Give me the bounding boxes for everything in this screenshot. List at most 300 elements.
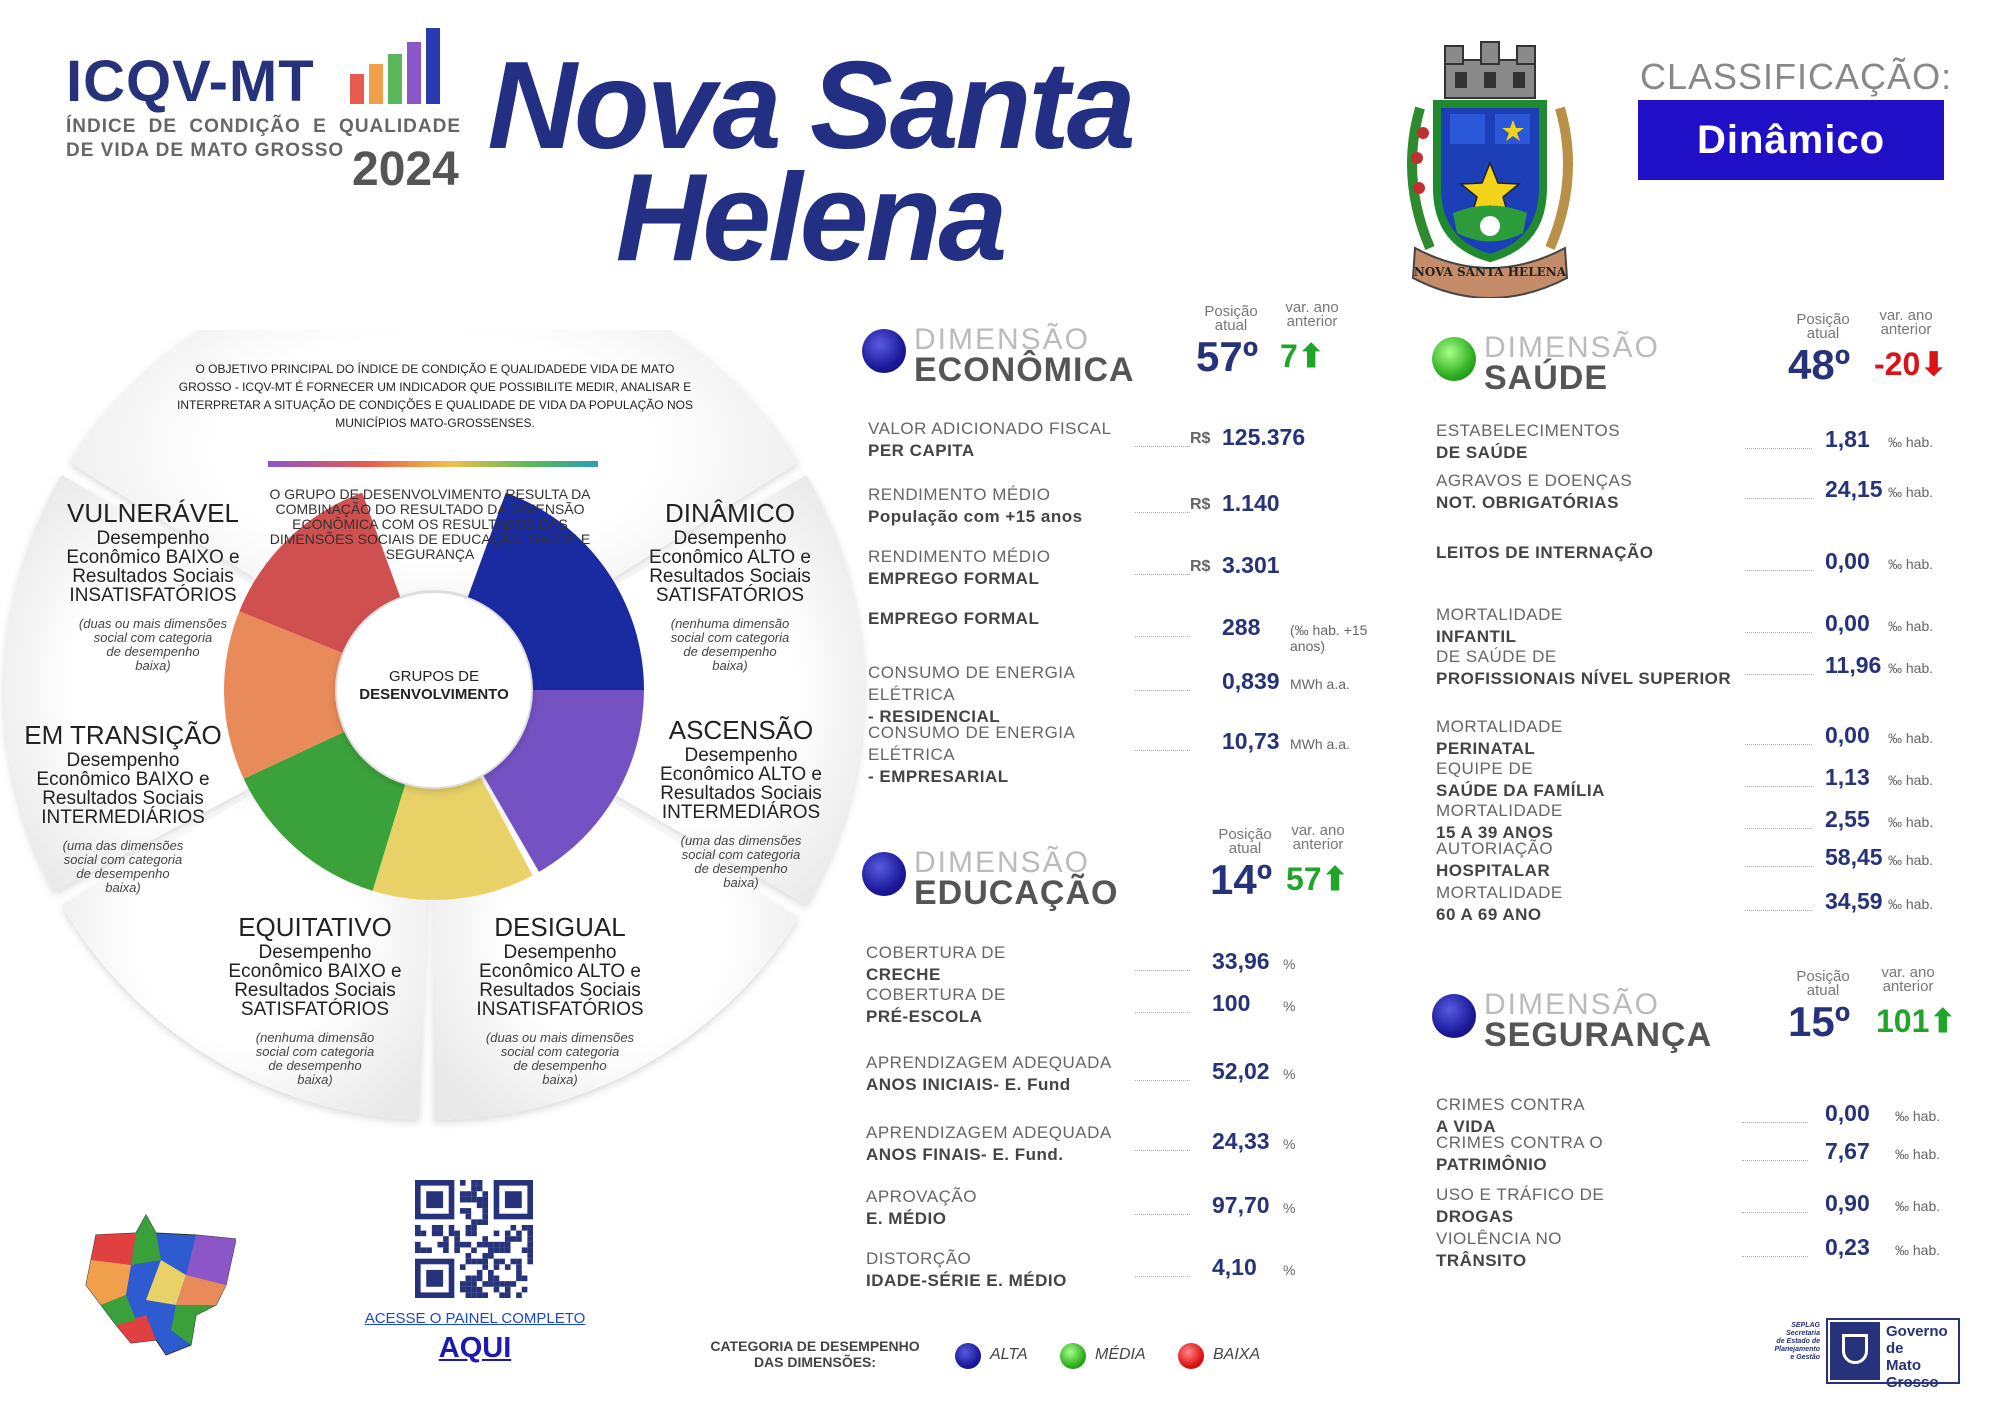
- group-desc-1: Desempenho: [684, 745, 798, 766]
- economica-indicator-label-4: [868, 662, 1148, 728]
- economica-indicator-unit-4: MWh a.a.: [1290, 676, 1350, 692]
- legend-label-media: MÉDIA: [1095, 1346, 1146, 1363]
- label-bold: LEITOS DE INTERNAÇÃO: [1436, 543, 1654, 562]
- group-desc-3: Resultados Sociais: [479, 980, 641, 1001]
- saude-indicator-value-6: 1,13: [1825, 764, 1870, 790]
- label-light: VIOLÊNCIA NO: [1436, 1229, 1562, 1248]
- saude-variation-label: [1856, 309, 1956, 337]
- educacao-indicator-unit-4: %: [1283, 1200, 1296, 1216]
- crest-text: NOVA SANTA HELENA: [1413, 265, 1567, 279]
- label-bold: ANOS FINAIS- E. Fund.: [866, 1145, 1064, 1164]
- label-light: MORTALIDADE: [1436, 717, 1563, 736]
- label-light: DE SAÚDE DE: [1436, 647, 1557, 666]
- variation-label-line1: var. ano: [1285, 299, 1339, 316]
- label-bold: - RESIDENCIAL: [868, 707, 1001, 726]
- seguranca-indicator-value-2: 0,90: [1825, 1190, 1870, 1216]
- group-title: DESIGUAL: [494, 912, 626, 942]
- economica-indicator-value-3: 288: [1222, 614, 1261, 640]
- seplag-line4: Planejamento: [1774, 1346, 1820, 1353]
- saude-indicator-leader-9: [1745, 910, 1812, 911]
- position-label-line1: Posição: [1796, 311, 1850, 328]
- label-bold: PER CAPITA: [868, 441, 975, 460]
- group-note-1: (uma das dimensões: [680, 833, 802, 848]
- group-em-transicao: [18, 720, 228, 895]
- saude-indicator-label-4: [1436, 646, 1766, 690]
- label-light: RENDIMENTO MÉDIO: [868, 547, 1051, 566]
- variation-label-line1: var. ano: [1879, 307, 1933, 324]
- group-desc-2: Econômico ALTO e: [649, 547, 811, 568]
- position-label-line2: atual: [1806, 982, 1840, 999]
- seguranca-category-dot: [1432, 994, 1476, 1038]
- educacao-indicator-unit-0: %: [1283, 956, 1296, 972]
- educacao-dimension-name: EDUCAÇÃO: [914, 874, 1119, 912]
- educacao-indicator-value-3: 24,33: [1212, 1128, 1270, 1154]
- economica-indicator-leader-0: [1135, 446, 1190, 447]
- educacao-indicator-leader-5: [1135, 1276, 1190, 1277]
- label-bold: ANOS INICIAIS- E. Fund: [866, 1075, 1071, 1094]
- label-bold: DROGAS: [1436, 1207, 1514, 1226]
- seguranca-indicator-unit-2: ‰ hab.: [1895, 1198, 1941, 1214]
- group-note-4: baixa): [297, 1072, 333, 1087]
- label-light: USO E TRÁFICO DE: [1436, 1185, 1605, 1204]
- seguranca-indicator-leader-0: [1742, 1122, 1808, 1123]
- group-desc-2: Econômico ALTO e: [660, 764, 822, 785]
- position-label-line2: atual: [1214, 317, 1248, 334]
- economica-indicator-label-2: [868, 546, 1148, 590]
- qr-code-icon[interactable]: [415, 1180, 533, 1298]
- group-desc-4: INTERMEDIÁRIOS: [41, 807, 205, 828]
- city-name: [470, 37, 1150, 287]
- group-desc-4: SATISFATÓRIOS: [240, 999, 390, 1020]
- educacao-position-value: 14º: [1210, 856, 1273, 903]
- seguranca-variation-label: [1858, 966, 1958, 994]
- saude-dimension-name: SAÚDE: [1484, 359, 1609, 397]
- saude-indicator-label-5: [1436, 716, 1766, 760]
- educacao-category-dot: [862, 852, 906, 896]
- educacao-variation-label: [1268, 824, 1368, 852]
- economica-currency-0: R$: [1190, 430, 1211, 447]
- economica-dimension-name: ECONÔMICA: [914, 351, 1135, 389]
- label-bold: NOT. OBRIGATÓRIAS: [1436, 493, 1619, 512]
- variation-label-line1: var. ano: [1881, 964, 1935, 981]
- label-light: AUTORIAÇÃO: [1436, 839, 1554, 858]
- legend-dot-media: [1060, 1343, 1086, 1369]
- group-desc-4: SATISFATÓRIOS: [655, 585, 805, 606]
- arrow-down-icon: ⬇: [1920, 346, 1948, 382]
- seguranca-indicator-value-1: 7,67: [1825, 1138, 1870, 1164]
- saude-indicator-value-0: 1,81: [1825, 426, 1870, 452]
- group-note-2: social com categoria: [63, 852, 183, 867]
- educacao-indicator-unit-3: %: [1283, 1136, 1296, 1152]
- label-bold: INFANTIL: [1436, 627, 1517, 646]
- variation-label-line2: anterior: [1882, 978, 1934, 995]
- seguranca-indicator-label-3: [1436, 1228, 1736, 1272]
- saude-indicator-value-9: 34,59: [1825, 888, 1883, 914]
- label-bold: A VIDA: [1436, 1117, 1496, 1136]
- educacao-indicator-label-0: [866, 942, 1146, 986]
- group-desc-4: INTERMEDIÁROS: [661, 802, 821, 823]
- saude-indicator-value-1: 24,15: [1825, 476, 1883, 502]
- saude-indicator-value-7: 2,55: [1825, 806, 1870, 832]
- saude-position-value: 48º: [1788, 341, 1851, 388]
- variation-number: 57: [1286, 861, 1322, 897]
- variation-number: -20: [1874, 346, 1921, 382]
- saude-indicator-label-8: [1436, 838, 1766, 882]
- group-desc-2: Econômico BAIXO e: [228, 961, 402, 982]
- economica-category-dot: [862, 329, 906, 373]
- educacao-indicator-label-3: [866, 1122, 1146, 1166]
- group-note-3: de desempenho: [268, 1058, 362, 1073]
- saude-indicator-leader-8: [1745, 866, 1812, 867]
- economica-indicator-leader-2: [1135, 574, 1190, 575]
- label-bold: PERINATAL: [1436, 739, 1536, 758]
- group-title: VULNERÁVEL: [67, 498, 239, 528]
- label-bold: PATRIMÔNIO: [1436, 1155, 1548, 1174]
- seguranca-indicator-leader-2: [1742, 1212, 1808, 1213]
- saude-indicator-value-4: 11,96: [1825, 652, 1882, 678]
- label-bold: SAÚDE DA FAMÍLIA: [1436, 781, 1605, 800]
- saude-indicator-label-0: [1436, 420, 1766, 464]
- educacao-indicator-leader-3: [1135, 1150, 1190, 1151]
- group-desc-2: Econômico BAIXO e: [36, 769, 210, 790]
- panel-link[interactable]: ACESSE O PAINEL COMPLETO: [364, 1310, 586, 1327]
- variation-label-line1: var. ano: [1291, 822, 1345, 839]
- legend-label-alta: ALTA: [990, 1346, 1028, 1363]
- group-note-3: de desempenho: [76, 866, 170, 881]
- saude-indicator-label-9: [1436, 882, 1766, 926]
- label-bold: 15 A 39 ANOS: [1436, 823, 1554, 842]
- educacao-indicator-leader-1: [1135, 1012, 1190, 1013]
- label-light: COBERTURA DE: [866, 943, 1006, 962]
- saude-position-label: [1778, 313, 1868, 341]
- economica-indicator-leader-5: [1135, 750, 1190, 751]
- saude-variation-value: [1874, 345, 1947, 383]
- seplag-line2: Secretaria: [1786, 1330, 1820, 1337]
- saude-indicator-value-2: 0,00: [1825, 548, 1870, 574]
- economica-indicator-value-1: 1.140: [1222, 490, 1280, 516]
- seplag-line5: e Gestão: [1790, 1354, 1820, 1361]
- educacao-indicator-leader-0: [1135, 970, 1190, 971]
- seplag-line3: de Estado de: [1776, 1338, 1820, 1345]
- arrow-up-icon: ⬆: [1297, 338, 1325, 374]
- legend-title-line1: CATEGORIA DE DESEMPENHO: [710, 1338, 920, 1354]
- arrow-up-icon: ⬆: [1929, 1003, 1957, 1039]
- economica-currency-2: R$: [1190, 558, 1211, 575]
- index-objective-text: O OBJETIVO PRINCIPAL DO ÍNDICE DE CONDIÇÃO E QUALIDADEDE VIDA DE MATO GROSSO - ICQV-MT É FORNECER UM INDICADOR QUE POSSIBILITE MEDIR, ANALISAR E INTERPRETAR A SITUAÇÃO DE CONDIÇÕES E QUALIDADE DE VIDA DA POPULAÇÃO NOS MUNICÍPIOS MATO-GROSSENSES.: [177, 362, 693, 430]
- saude-indicator-leader-5: [1745, 744, 1812, 745]
- educacao-indicator-value-1: 100: [1212, 990, 1251, 1016]
- economica-variation-value: [1280, 337, 1325, 375]
- city-crest-icon: [1395, 38, 1585, 298]
- educacao-indicator-leader-4: [1135, 1214, 1190, 1215]
- seguranca-indicator-unit-3: ‰ hab.: [1895, 1242, 1941, 1258]
- arrow-up-icon: ⬆: [1321, 861, 1349, 897]
- group-description-text: O GRUPO DE DESENVOLVIMENTO RESULTA DA COMBINAÇÃO DO RESULTADO DA DIMENSÃO ECONÔMICA COM OS RESULTADOS DAS DIMENSÕES SOCIAIS DE EDUCAÇÃO, SAÚDE E SEGURANÇA: [269, 486, 591, 562]
- position-label-line1: Posição: [1218, 826, 1272, 843]
- brand-year: 2024: [352, 143, 459, 196]
- group-dinamico: [625, 498, 835, 673]
- label-light: COBERTURA DE: [866, 985, 1006, 1004]
- saude-indicator-unit-2: ‰ hab.: [1888, 556, 1934, 572]
- group-note-3: de desempenho: [694, 861, 788, 876]
- economica-variation-label: [1262, 301, 1362, 329]
- group-desc-1: Desempenho: [503, 942, 617, 963]
- seguranca-indicator-value-0: 0,00: [1825, 1100, 1870, 1126]
- economica-indicator-leader-1: [1135, 512, 1190, 513]
- seguranca-position-label: [1778, 970, 1868, 998]
- label-light: MORTALIDADE: [1436, 801, 1563, 820]
- saude-indicator-unit-7: ‰ hab.: [1888, 814, 1934, 830]
- group-desc-3: Resultados Sociais: [72, 566, 234, 587]
- label-light: MORTALIDADE: [1436, 605, 1563, 624]
- group-ascensao: [636, 715, 846, 890]
- seguranca-dimension-name: SEGURANÇA: [1484, 1016, 1713, 1054]
- saude-indicator-value-5: 0,00: [1825, 722, 1870, 748]
- label-bold: HOSPITALAR: [1436, 861, 1551, 880]
- label-light: APRENDIZAGEM ADEQUADA: [866, 1053, 1112, 1072]
- group-note-3: de desempenho: [106, 644, 200, 659]
- educacao-indicator-label-5: [866, 1248, 1146, 1292]
- seguranca-indicator-label-1: [1436, 1132, 1736, 1176]
- saude-dimension-label: DIMENSÃO: [1484, 331, 1661, 364]
- seguranca-indicator-leader-3: [1742, 1256, 1808, 1257]
- gov-line2: Mato: [1886, 1357, 1921, 1374]
- group-desc-3: Resultados Sociais: [42, 788, 204, 809]
- label-bold: - EMPRESARIAL: [868, 767, 1009, 786]
- seplag-line1: SEPLAG: [1791, 1322, 1820, 1329]
- economica-indicator-leader-4: [1135, 690, 1190, 691]
- seguranca-dimension-label: DIMENSÃO: [1484, 988, 1661, 1021]
- economica-indicator-unit-5: MWh a.a.: [1290, 736, 1350, 752]
- group-desc-3: Resultados Sociais: [649, 566, 811, 587]
- label-bold: População com +15 anos: [868, 507, 1083, 526]
- label-light: RENDIMENTO MÉDIO: [868, 485, 1051, 504]
- saude-indicator-unit-9: ‰ hab.: [1888, 896, 1934, 912]
- saude-category-dot: [1432, 337, 1476, 381]
- variation-label-line2: anterior: [1880, 321, 1932, 338]
- wheel-center-line1: GRUPOS DE: [388, 668, 479, 685]
- educacao-variation-value: [1286, 860, 1348, 898]
- saude-indicator-unit-1: ‰ hab.: [1888, 484, 1934, 500]
- seguranca-variation-value: [1876, 1002, 1956, 1040]
- saude-indicator-label-6: [1436, 758, 1766, 802]
- group-note-4: baixa): [723, 875, 759, 890]
- wheel-center-line2: DESENVOLVIMENTO: [359, 686, 509, 703]
- educacao-indicator-label-1: [866, 984, 1146, 1028]
- group-note-3: de desempenho: [513, 1058, 607, 1073]
- economica-indicator-leader-3: [1135, 636, 1190, 637]
- seguranca-indicator-unit-1: ‰ hab.: [1895, 1146, 1941, 1162]
- group-title: ASCENSÃO: [668, 715, 814, 745]
- gov-line1: Governo de: [1886, 1323, 1948, 1357]
- wheel-center-label: [336, 668, 532, 704]
- saude-indicator-unit-4: ‰ hab.: [1888, 660, 1934, 676]
- group-note-4: baixa): [105, 880, 141, 895]
- group-note-2: social com categoria: [670, 630, 790, 645]
- classification-value: Dinâmico: [1638, 100, 1944, 180]
- group-desc-3: Resultados Sociais: [234, 980, 396, 1001]
- group-note-4: baixa): [542, 1072, 578, 1087]
- saude-indicator-label-3: [1436, 604, 1766, 648]
- seguranca-indicator-label-2: [1436, 1184, 1736, 1228]
- group-note-2: social com categoria: [255, 1044, 375, 1059]
- saude-indicator-value-8: 58,45: [1825, 844, 1883, 870]
- educacao-dimension-label: DIMENSÃO: [914, 846, 1091, 879]
- economica-indicator-label-0: [868, 418, 1148, 462]
- group-desc-2: Econômico ALTO e: [479, 961, 641, 982]
- saude-indicator-label-2: [1436, 542, 1766, 564]
- saude-indicator-leader-0: [1745, 448, 1812, 449]
- economica-indicator-value-4: 0,839: [1222, 668, 1280, 694]
- saude-indicator-leader-7: [1745, 828, 1812, 829]
- label-bold: E. MÉDIO: [866, 1209, 947, 1228]
- group-desigual: [455, 912, 665, 1087]
- brand-subtitle: ÍNDICE DE CONDIÇÃO E QUALIDADE DE VIDA DE MATO GROSSO: [66, 116, 461, 161]
- position-label-line2: atual: [1806, 325, 1840, 342]
- seguranca-indicator-value-3: 0,23: [1825, 1234, 1870, 1260]
- group-note-1: (duas ou mais dimensões: [78, 616, 228, 631]
- label-bold: IDADE-SÉRIE E. MÉDIO: [866, 1271, 1067, 1290]
- label-bold: TRÂNSITO: [1436, 1251, 1527, 1270]
- legend-label-baixa: BAIXA: [1213, 1346, 1261, 1363]
- saude-indicator-leader-4: [1745, 674, 1812, 675]
- label-light: APRENDIZAGEM ADEQUADA: [866, 1123, 1112, 1142]
- variation-number: 101: [1876, 1003, 1930, 1039]
- label-bold: EMPREGO FORMAL: [868, 569, 1040, 588]
- economica-indicator-label-5: [868, 722, 1148, 788]
- economica-indicator-label-1: [868, 484, 1148, 528]
- label-bold: 60 A 69 ANO: [1436, 905, 1542, 924]
- group-desc-4: INSATISFATÓRIOS: [476, 999, 644, 1020]
- label-light: CRIMES CONTRA O: [1436, 1133, 1604, 1152]
- group-note-1: (nenhuma dimensão: [255, 1030, 375, 1045]
- group-desc-2: Econômico BAIXO e: [66, 547, 240, 568]
- group-equitativo: [210, 912, 420, 1087]
- saude-indicator-leader-3: [1745, 632, 1812, 633]
- legend-title-line2: DAS DIMENSÕES:: [753, 1354, 877, 1370]
- economica-indicator-value-2: 3.301: [1222, 552, 1280, 578]
- saude-indicator-label-1: [1436, 470, 1766, 514]
- label-light: MORTALIDADE: [1436, 883, 1563, 902]
- label-bold: CRECHE: [866, 965, 941, 984]
- saude-indicator-value-3: 0,00: [1825, 610, 1870, 636]
- mato-grosso-map-icon: [76, 1205, 236, 1365]
- label-light: CONSUMO DE ENERGIA ELÉTRICA: [868, 723, 1075, 764]
- label-light: ESTABELECIMENTOS: [1436, 421, 1621, 440]
- group-desc-3: Resultados Sociais: [660, 783, 822, 804]
- label-bold: PROFISSIONAIS NÍVEL SUPERIOR: [1436, 669, 1732, 688]
- label-light: AGRAVOS E DOENÇAS: [1436, 471, 1633, 490]
- group-note-3: de desempenho: [683, 644, 777, 659]
- group-note-2: social com categoria: [500, 1044, 620, 1059]
- label-light: CONSUMO DE ENERGIA ELÉTRICA: [868, 663, 1075, 704]
- educacao-indicator-unit-1: %: [1283, 998, 1296, 1014]
- saude-indicator-leader-1: [1745, 498, 1812, 499]
- saude-indicator-leader-2: [1745, 570, 1812, 571]
- classification-label: CLASSIFICAÇÃO:: [1640, 56, 1953, 97]
- group-note-4: baixa): [135, 658, 171, 673]
- group-desc-1: Desempenho: [66, 750, 180, 771]
- economica-currency-1: R$: [1190, 496, 1211, 513]
- government-logo: [1750, 1318, 1960, 1391]
- educacao-indicator-value-5: 4,10: [1212, 1254, 1257, 1280]
- educacao-indicator-value-0: 33,96: [1212, 948, 1270, 974]
- educacao-indicator-value-2: 52,02: [1212, 1058, 1270, 1084]
- variation-number: 7: [1280, 338, 1298, 374]
- position-label-line2: atual: [1228, 840, 1262, 857]
- economica-indicator-label-3: [868, 608, 1148, 630]
- label-light: APROVAÇÃO: [866, 1187, 977, 1206]
- group-desc-1: Desempenho: [258, 942, 372, 963]
- educacao-indicator-unit-2: %: [1283, 1066, 1296, 1082]
- group-note-1: (uma das dimensões: [62, 838, 184, 853]
- legend-title: [695, 1338, 935, 1370]
- saude-indicator-unit-0: ‰ hab.: [1888, 434, 1934, 450]
- group-desc-1: Desempenho: [96, 528, 210, 549]
- position-label-line1: Posição: [1796, 968, 1850, 985]
- seguranca-indicator-leader-1: [1742, 1160, 1808, 1161]
- educacao-indicator-leader-2: [1135, 1080, 1190, 1081]
- educacao-indicator-label-4: [866, 1186, 1146, 1230]
- gov-line3: Grosso: [1886, 1374, 1939, 1391]
- group-desc-4: INSATISFATÓRIOS: [69, 585, 237, 606]
- group-title: EM TRANSIÇÃO: [24, 720, 222, 750]
- bar-chart-logo-icon: [350, 28, 460, 104]
- group-note-2: social com categoria: [93, 630, 213, 645]
- educacao-indicator-label-2: [866, 1052, 1146, 1096]
- seguranca-indicator-unit-0: ‰ hab.: [1895, 1108, 1941, 1124]
- label-light: VALOR ADICIONADO FISCAL: [868, 419, 1112, 438]
- economica-position-value: 57º: [1196, 333, 1259, 380]
- legend-dot-alta: [955, 1343, 981, 1369]
- saude-indicator-unit-8: ‰ hab.: [1888, 852, 1934, 868]
- group-desc-1: Desempenho: [673, 528, 787, 549]
- economica-indicator-unit-3: (‰ hab. +15 anos): [1290, 622, 1368, 654]
- label-bold: EMPREGO FORMAL: [868, 609, 1040, 628]
- educacao-indicator-value-4: 97,70: [1212, 1192, 1270, 1218]
- group-note-1: (nenhuma dimensão: [670, 616, 790, 631]
- saude-indicator-unit-6: ‰ hab.: [1888, 772, 1934, 788]
- group-title: DINÂMICO: [665, 498, 795, 528]
- brand-title: ICQV-MT: [66, 49, 315, 114]
- economica-dimension-label: DIMENSÃO: [914, 323, 1091, 356]
- label-bold: PRÉ-ESCOLA: [866, 1007, 983, 1026]
- legend-dot-baixa: [1178, 1343, 1204, 1369]
- gov-crest-icon: [1830, 1322, 1880, 1380]
- educacao-indicator-unit-5: %: [1283, 1262, 1296, 1278]
- saude-indicator-unit-3: ‰ hab.: [1888, 618, 1934, 634]
- label-light: CRIMES CONTRA: [1436, 1095, 1586, 1114]
- saude-indicator-leader-6: [1745, 786, 1812, 787]
- city-name-line1: Nova Santa: [487, 37, 1133, 175]
- seguranca-position-value: 15º: [1788, 998, 1851, 1045]
- panel-aqui-link[interactable]: AQUI: [438, 1332, 512, 1364]
- label-bold: DE SAÚDE: [1436, 443, 1528, 462]
- label-light: DISTORÇÃO: [866, 1249, 972, 1268]
- group-note-4: baixa): [712, 658, 748, 673]
- variation-label-line2: anterior: [1292, 836, 1344, 853]
- group-title: EQUITATIVO: [238, 912, 392, 942]
- economica-indicator-value-5: 10,73: [1222, 728, 1280, 754]
- group-vulneravel: [48, 498, 258, 673]
- city-name-line2: Helena: [615, 149, 1005, 287]
- variation-label-line2: anterior: [1286, 313, 1338, 330]
- saude-indicator-unit-5: ‰ hab.: [1888, 730, 1934, 746]
- economica-indicator-value-0: 125.376: [1222, 424, 1306, 450]
- label-light: EQUIPE DE: [1436, 759, 1534, 778]
- group-note-2: social com categoria: [681, 847, 801, 862]
- position-label-line1: Posição: [1204, 303, 1258, 320]
